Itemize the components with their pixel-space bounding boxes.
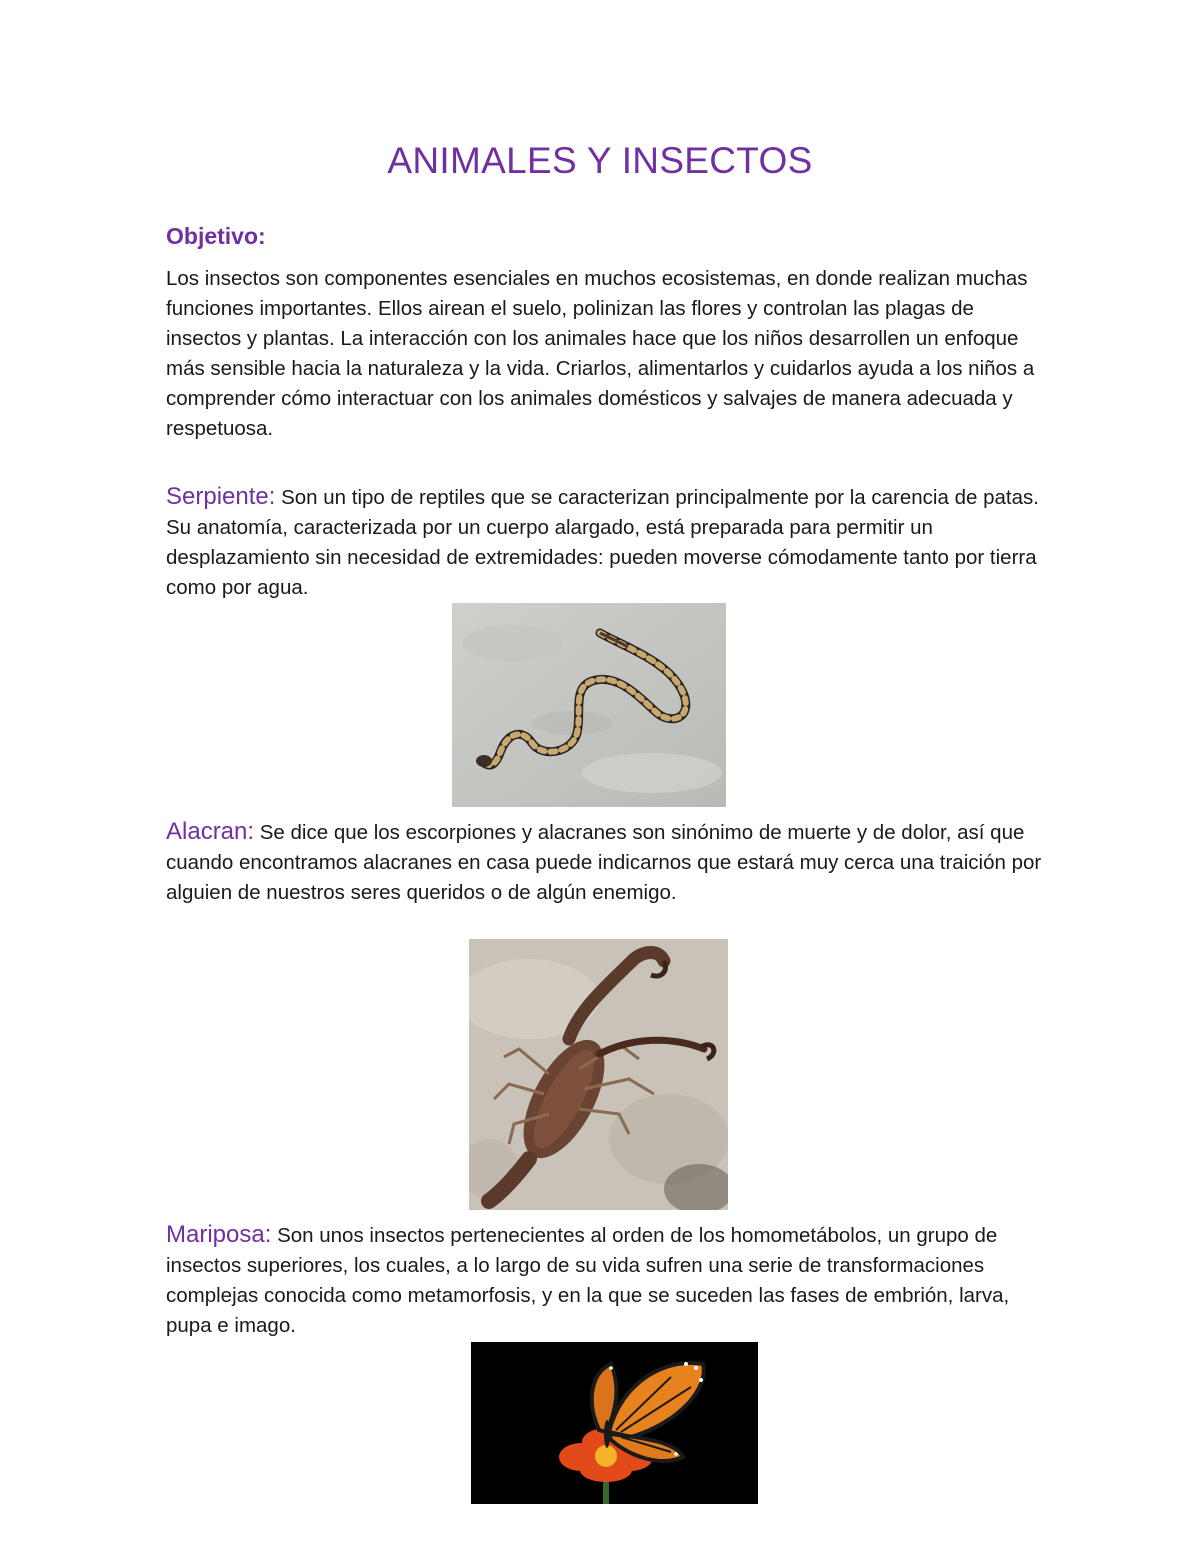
scorpion-paragraph <box>166 817 1046 908</box>
document-title: ANIMALES Y INSECTOS <box>387 140 813 181</box>
butterfly-photo <box>471 1342 758 1504</box>
snake-paragraph <box>166 482 1046 603</box>
scorpion-description: Se dice que los escorpiones y alacranes son sinónimo de muerte y de dolor, así que cuando encontramos alacranes en casa puede indicarnos que estará muy cerca una traición por alguien de nuestros seres queridos o de algún enemigo. <box>166 821 1042 904</box>
scorpion-photo <box>469 939 728 1210</box>
butterfly-description: Son unos insectos pertenecientes al orden de los homometábolos, un grupo de insectos superiores, los cuales, a lo largo de su vida sufren una serie de transformaciones complejas conocida como metamorfosis, y en la que se suceden las fases de embrión, larva, pupa e imago. <box>166 1224 1010 1337</box>
snake-description: Son un tipo de reptiles que se caracterizan principalmente por la carencia de patas. Su anatomía, caracterizada por un cuerpo alargado, está preparada para permitir un desplazamiento sin necesidad de extremidades: pueden moverse cómodamente tanto por tierra como por agua. <box>166 486 1039 599</box>
objective-heading: Objetivo: <box>166 223 266 249</box>
snake-photo <box>452 603 726 807</box>
objective-paragraph: Los insectos son componentes esenciales en muchos ecosistemas, en donde realizan muchas funciones importantes. Ellos airean el suelo, polinizan las flores y controlan las plagas de insectos y plantas. La interacción con los animales hace que los niños desarrollen un enfoque más sensible hacia la naturaleza y la vida. Criarlos, alimentarlos y cuidarlos ayuda a los niños a comprender cómo interactuar con los animales domésticos y salvajes de manera adecuada y respetuosa. <box>166 267 1035 440</box>
snake-label: Serpiente: <box>166 483 276 510</box>
butterfly-paragraph <box>166 1220 1046 1341</box>
scorpion-label: Alacran: <box>166 818 255 845</box>
butterfly-label: Mariposa: <box>166 1221 272 1248</box>
